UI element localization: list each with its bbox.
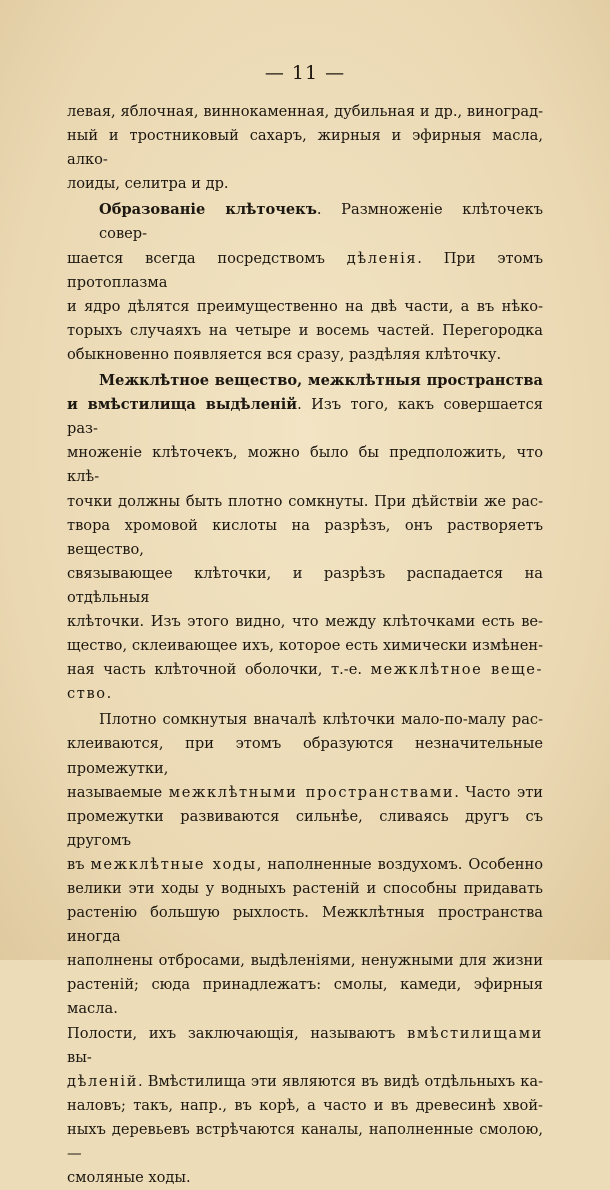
text-line: [67, 562, 543, 610]
text-segment: .: [106, 685, 112, 703]
text-line: [67, 124, 543, 172]
text-segment: вы-: [67, 1048, 92, 1066]
text-line: [67, 1118, 543, 1166]
text-line: [67, 100, 543, 124]
text-line: [67, 658, 543, 682]
text-line: [67, 1022, 543, 1070]
text-line: [67, 490, 543, 514]
text-line: [67, 172, 543, 196]
text-line: [67, 1094, 543, 1118]
spaced-term-text: ство: [67, 685, 107, 703]
text-line: [67, 781, 543, 805]
text-line: [67, 198, 543, 246]
text-segment: . Изъ того, какъ совершается раз-: [67, 396, 543, 438]
spaced-term-text: дѣленія: [346, 249, 418, 267]
text-line: [67, 369, 543, 393]
page-body-text: [67, 100, 543, 1190]
text-line: [67, 853, 543, 877]
bold-heading-text: и вмѣстилища выдѣленій: [67, 396, 298, 414]
text-line: [67, 610, 543, 634]
spaced-term-text: межклѣтное: [370, 661, 483, 679]
text-segment: клеиваются, при этомъ образуются незначительные промежутки,: [67, 735, 543, 777]
text-segment: [482, 661, 491, 678]
text-segment: твора хромовой кислоты на разрѣзъ, онъ растворяетъ вещество,: [67, 516, 543, 558]
text-segment: смоляные ходы.: [67, 1169, 191, 1187]
spaced-term-text: веще-: [491, 661, 544, 679]
text-segment: . При этомъ протоплазма: [67, 249, 543, 291]
text-segment: наполнены отбросами, выдѣленіями, ненужными для жизни: [67, 952, 543, 970]
text-segment: Полости, ихъ заключающія, называютъ: [67, 1024, 408, 1042]
text-line: [67, 708, 543, 732]
text-segment: точки должны быть плотно сомкнуты. При дѣйствіи же рас-: [67, 492, 543, 510]
page-number: — 11 —: [264, 62, 346, 84]
text-segment: велики эти ходы у водныхъ растеній и способны придавать: [67, 880, 543, 897]
text-segment: , наполненные воздухомъ. Особенно: [256, 855, 544, 873]
text-segment: промежутки развиваются сильнѣе, сливаясь другъ съ другомъ: [67, 807, 543, 849]
text-segment: шается всегда посредствомъ: [67, 249, 347, 267]
text-segment: щество, склеивающее ихъ, которое есть химически измѣнен-: [67, 637, 543, 655]
bold-heading-text: Образованіе клѣточекъ: [99, 201, 317, 219]
text-line: [67, 682, 543, 706]
text-segment: множеніе клѣточекъ, можно было бы предположить, что клѣ-: [67, 444, 543, 486]
spaced-term-text: межклѣтными пространствами: [168, 783, 455, 801]
text-line: [67, 1070, 543, 1094]
text-line: [67, 514, 543, 562]
text-line: [67, 343, 543, 367]
text-line: [67, 805, 543, 853]
spaced-term-text: дѣленій: [67, 1072, 139, 1090]
text-segment: клѣточки. Изъ этого видно, что между клѣточками есть ве-: [67, 612, 543, 630]
text-segment: ныхъ деревьевъ встрѣчаются каналы, наполненные смолою,—: [67, 1120, 543, 1163]
text-line: [67, 295, 543, 319]
text-segment: торыхъ случаяхъ на четыре и восемь частей. Перегородка: [67, 321, 543, 339]
spaced-term-text: межклѣтные ходы: [90, 855, 257, 873]
text-line: [67, 973, 543, 1021]
text-segment: . Часто эти: [454, 783, 544, 801]
text-line: [67, 901, 543, 949]
text-line: [67, 393, 543, 441]
spaced-term-text: вмѣстилищами: [407, 1024, 543, 1042]
text-segment: лоиды, селитра и др.: [67, 175, 229, 193]
text-segment: ная часть клѣточной оболочки, т.-е.: [67, 661, 371, 679]
text-segment: левая, яблочная, виннокаменная, дубильная и др., виноград-: [67, 103, 543, 120]
text-segment: растеній; сюда принадлежатъ: смолы, камеди, эфирныя масла.: [67, 976, 543, 1018]
text-line: [67, 732, 543, 780]
bold-heading-text: Межклѣтное вещество, межклѣтныя пространства: [99, 372, 543, 390]
text-segment: . Размноженіе клѣточекъ совер-: [99, 201, 543, 243]
text-segment: и ядро дѣлятся преимущественно на двѣ части, а въ нѣко-: [67, 297, 543, 315]
text-line: [67, 441, 543, 489]
text-segment: въ: [67, 855, 91, 873]
text-line: [67, 949, 543, 973]
text-segment: наловъ; такъ, напр., въ корѣ, а часто и въ древесинѣ хвой-: [67, 1096, 543, 1114]
text-segment: ный и тростниковый сахаръ, жирныя и эфирныя масла, алко-: [67, 127, 543, 169]
text-line: [67, 634, 543, 658]
text-segment: . Вмѣстилища эти являются въ видѣ отдѣльныхъ ка-: [138, 1072, 543, 1090]
text-line: [67, 319, 543, 343]
text-line: [67, 877, 543, 901]
text-line: [67, 1166, 543, 1190]
text-segment: растенію большую рыхлость. Межклѣтныя пространства иногда: [67, 904, 543, 946]
text-segment: связывающее клѣточки, и разрѣзъ распадается на отдѣльныя: [67, 564, 543, 606]
text-segment: обыкновенно появляется вся сразу, раздѣляя клѣточку.: [67, 345, 502, 363]
text-segment: называемые: [67, 783, 169, 801]
text-segment: Плотно сомкнутыя вначалѣ клѣточки мало-по-малу рас-: [99, 711, 543, 729]
text-line: [67, 247, 543, 295]
